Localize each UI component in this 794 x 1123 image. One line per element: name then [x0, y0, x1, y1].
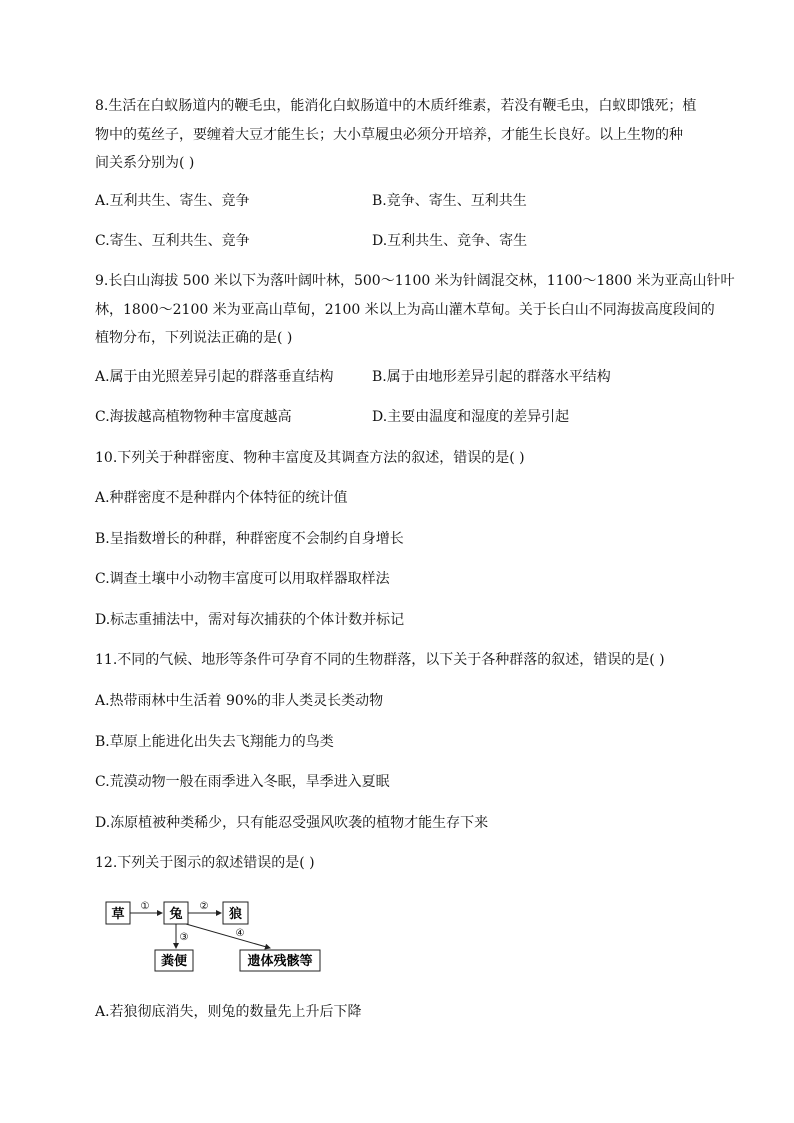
q8-stem-line-1: 8.生活在白蚁肠道内的鞭毛虫，能消化白蚁肠道中的木质纤维素，若没有鞭毛虫，白蚁即饿死；植: [95, 98, 697, 114]
q9-option-a: A.属于由光照差异引起的群落垂直结构: [95, 369, 334, 385]
q10-option-b: B.呈指数增长的种群，种群密度不会制约自身增长: [95, 531, 404, 547]
q12-stem: 12.下列关于图示的叙述错误的是( ): [95, 855, 315, 871]
arrow-label-2: ②: [199, 901, 209, 912]
arrow-label-3: ③: [179, 932, 189, 943]
arrow-label-4: ④: [235, 928, 245, 939]
svg-text:兔: 兔: [169, 907, 183, 922]
q10-stem: 10.下列关于种群密度、物种丰富度及其调查方法的叙述，错误的是( ): [95, 450, 525, 466]
q8-option-c: C.寄生、互利共生、竞争: [95, 233, 250, 249]
q9-stem-line-3: 植物分布，下列说法正确的是( ): [95, 330, 293, 346]
q9-stem-line-2: 林，1800～2100 米为亚高山草甸，2100 米以上为高山灌木草甸。关于长白山不同海拔高度段间的: [95, 302, 715, 318]
node-wolf: [223, 902, 248, 924]
arrow-label-1: ①: [140, 901, 150, 912]
q8-stem-line-2: 物中的菟丝子，要缠着大豆才能生长；大小草履虫必须分开培养，才能生长良好。以上生物的种: [95, 127, 683, 143]
q11-stem: 11.不同的气候、地形等条件可孕育不同的生物群落，以下关于各种群落的叙述，错误的是( ): [95, 652, 665, 668]
node-remains: [240, 950, 320, 971]
q11-option-c: C.荒漠动物一般在雨季进入冬眠，旱季进入夏眠: [95, 774, 390, 790]
svg-text:草: 草: [111, 907, 125, 922]
q10-option-a: A.种群密度不是种群内个体特征的统计值: [95, 490, 348, 506]
q8-option-d: D.互利共生、竞争、寄生: [372, 233, 528, 249]
svg-text:粪便: 粪便: [160, 954, 188, 969]
q9-option-d: D.主要由温度和湿度的差异引起: [372, 409, 570, 425]
q10-option-c: C.调查土壤中小动物丰富度可以用取样器取样法: [95, 571, 390, 587]
q11-option-d: D.冻原植被种类稀少，只有能忍受强风吹袭的植物才能生存下来: [95, 815, 489, 831]
food-chain-diagram: [100, 894, 340, 974]
q11-option-a: A.热带雨林中生活着 90%的非人类灵长类动物: [95, 693, 384, 709]
q11-option-b: B.草原上能进化出失去飞翔能力的鸟类: [95, 734, 334, 750]
node-feces: [155, 950, 193, 971]
q8-option-b: B.竞争、寄生、互利共生: [372, 193, 527, 209]
q12-option-a: A.若狼彻底消失，则兔的数量先上升后下降: [95, 1004, 362, 1020]
q9-stem-line-1: 9.长白山海拔 500 米以下为落叶阔叶林，500～1100 米为针阔混交林，1100～1800 米为亚高山针叶: [95, 273, 735, 289]
q9-option-c: C.海拔越高植物物种丰富度越高: [95, 409, 292, 425]
arrow-4: [186, 924, 270, 948]
node-grass: [106, 902, 130, 924]
svg-text:遗体残骸等: 遗体残骸等: [247, 954, 313, 969]
q8-option-a: A.互利共生、寄生、竞争: [95, 193, 250, 209]
node-rabbit: [164, 902, 188, 924]
q8-stem-line-3: 间关系分别为( ): [95, 155, 195, 171]
q10-option-d: D.标志重捕法中，需对每次捕获的个体计数并标记: [95, 612, 405, 628]
q9-option-b: B.属于由地形差异引起的群落水平结构: [372, 369, 611, 385]
svg-text:狼: 狼: [228, 907, 243, 922]
